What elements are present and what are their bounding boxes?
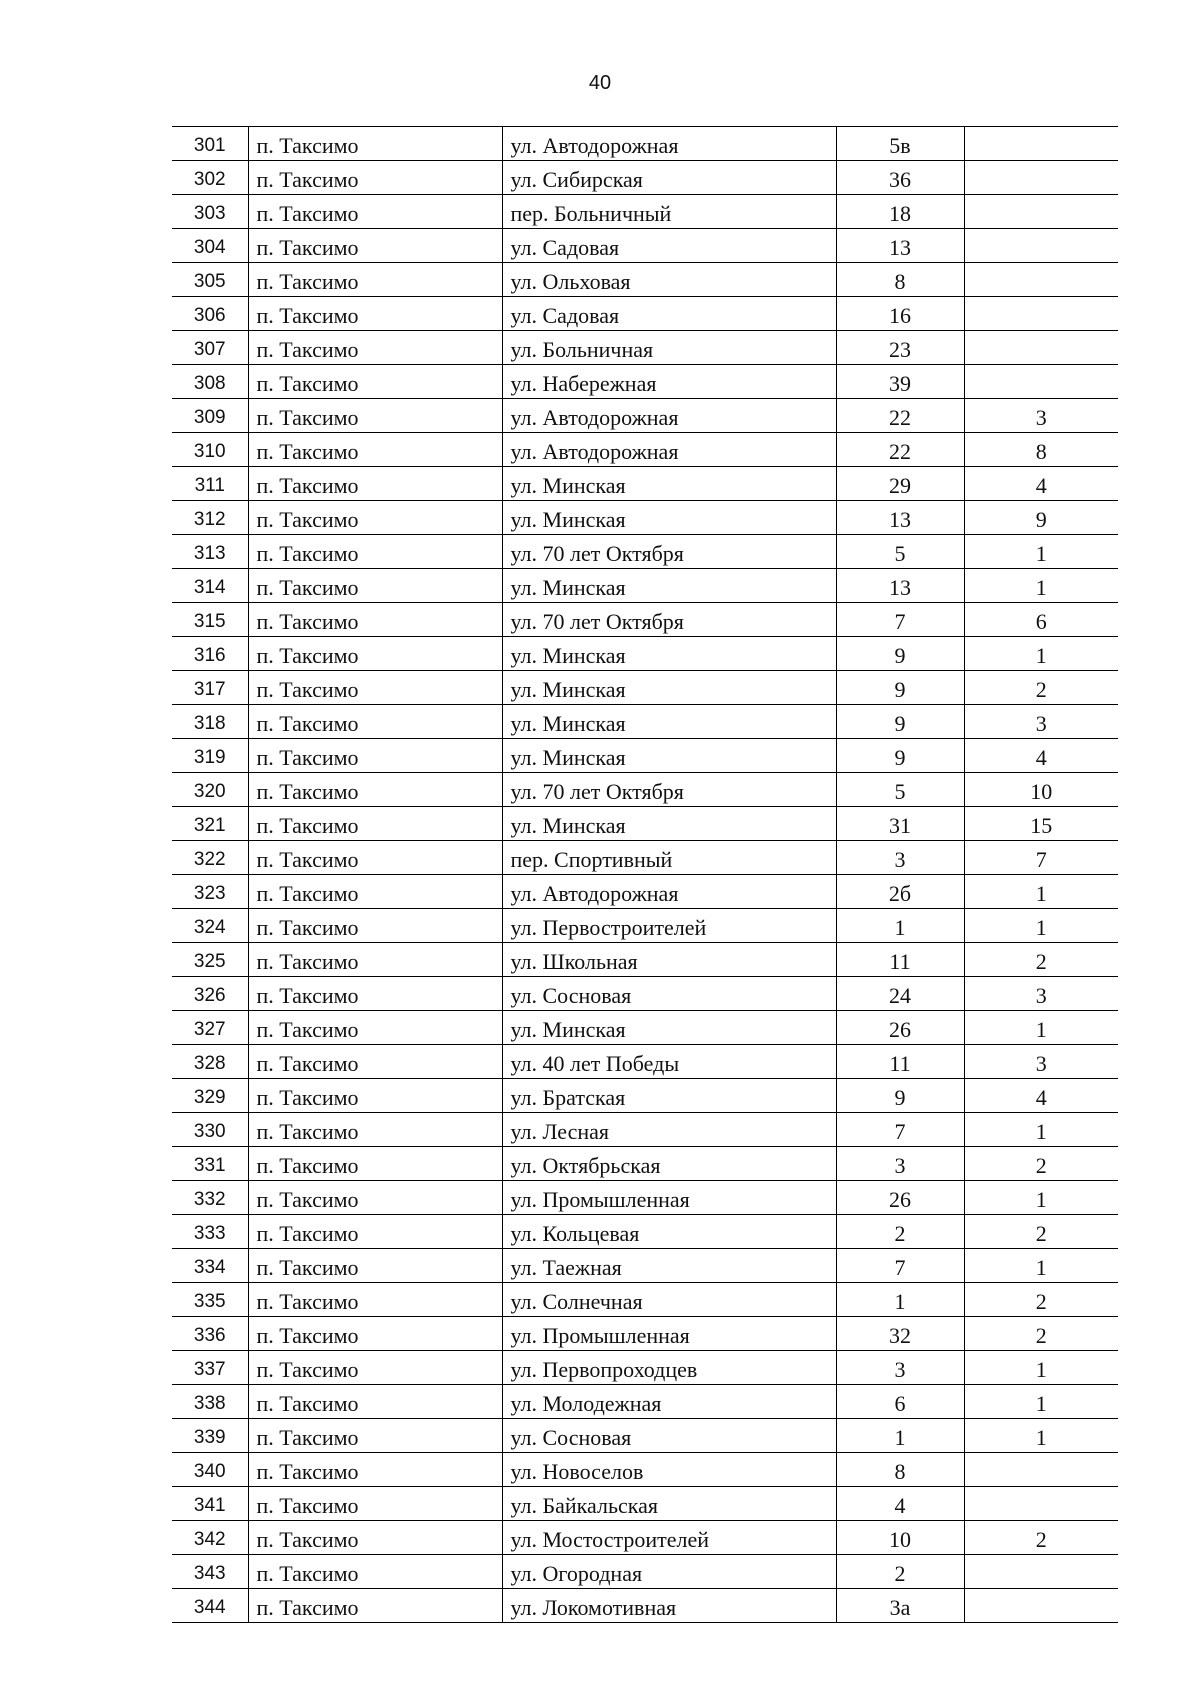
apartment-number-cell: 3 xyxy=(964,705,1118,739)
table-row xyxy=(172,1215,1118,1249)
street-cell: ул. Минская xyxy=(502,1011,836,1045)
table-row xyxy=(172,1555,1118,1589)
table-row xyxy=(172,365,1118,399)
house-number-cell: 23 xyxy=(836,331,964,365)
street-cell: ул. Набережная xyxy=(502,365,836,399)
settlement-cell: п. Таксимо xyxy=(248,1419,502,1453)
house-number-cell: 31 xyxy=(836,807,964,841)
table-row xyxy=(172,1317,1118,1351)
apartment-number-cell: 2 xyxy=(964,671,1118,705)
street-cell: ул. Кольцевая xyxy=(502,1215,836,1249)
settlement-cell: п. Таксимо xyxy=(248,1351,502,1385)
settlement-cell: п. Таксимо xyxy=(248,977,502,1011)
row-number-cell: 330 xyxy=(172,1113,248,1147)
row-number-cell: 313 xyxy=(172,535,248,569)
apartment-number-cell: 4 xyxy=(964,1079,1118,1113)
street-cell: ул. Огородная xyxy=(502,1555,836,1589)
apartment-number-cell: 1 xyxy=(964,1419,1118,1453)
table-row xyxy=(172,1249,1118,1283)
settlement-cell: п. Таксимо xyxy=(248,1181,502,1215)
table-row xyxy=(172,1487,1118,1521)
table-row xyxy=(172,331,1118,365)
street-cell: ул. Садовая xyxy=(502,229,836,263)
apartment-number-cell: 10 xyxy=(964,773,1118,807)
street-cell: ул. Школьная xyxy=(502,943,836,977)
settlement-cell: п. Таксимо xyxy=(248,705,502,739)
apartment-number-cell: 1 xyxy=(964,1385,1118,1419)
house-number-cell: 13 xyxy=(836,569,964,603)
settlement-cell: п. Таксимо xyxy=(248,1453,502,1487)
settlement-cell: п. Таксимо xyxy=(248,1317,502,1351)
house-number-cell: 7 xyxy=(836,1249,964,1283)
house-number-cell: 18 xyxy=(836,195,964,229)
settlement-cell: п. Таксимо xyxy=(248,229,502,263)
street-cell: ул. Автодорожная xyxy=(502,433,836,467)
apartment-number-cell xyxy=(964,229,1118,263)
apartment-number-cell: 1 xyxy=(964,637,1118,671)
settlement-cell: п. Таксимо xyxy=(248,909,502,943)
address-table-body xyxy=(172,127,1118,1623)
street-cell: ул. Автодорожная xyxy=(502,127,836,161)
house-number-cell: 1 xyxy=(836,909,964,943)
table-row xyxy=(172,1147,1118,1181)
apartment-number-cell xyxy=(964,365,1118,399)
house-number-cell: 8 xyxy=(836,263,964,297)
house-number-cell: 26 xyxy=(836,1181,964,1215)
house-number-cell: 5 xyxy=(836,773,964,807)
house-number-cell: 13 xyxy=(836,229,964,263)
street-cell: ул. Автодорожная xyxy=(502,875,836,909)
street-cell: ул. Минская xyxy=(502,671,836,705)
apartment-number-cell: 2 xyxy=(964,1317,1118,1351)
house-number-cell: 1 xyxy=(836,1419,964,1453)
row-number-cell: 329 xyxy=(172,1079,248,1113)
settlement-cell: п. Таксимо xyxy=(248,127,502,161)
row-number-cell: 323 xyxy=(172,875,248,909)
house-number-cell: 2 xyxy=(836,1555,964,1589)
settlement-cell: п. Таксимо xyxy=(248,433,502,467)
house-number-cell: 39 xyxy=(836,365,964,399)
settlement-cell: п. Таксимо xyxy=(248,671,502,705)
house-number-cell: 2б xyxy=(836,875,964,909)
house-number-cell: 7 xyxy=(836,603,964,637)
settlement-cell: п. Таксимо xyxy=(248,365,502,399)
table-row xyxy=(172,943,1118,977)
row-number-cell: 316 xyxy=(172,637,248,671)
table-row xyxy=(172,637,1118,671)
settlement-cell: п. Таксимо xyxy=(248,195,502,229)
row-number-cell: 301 xyxy=(172,127,248,161)
house-number-cell: 9 xyxy=(836,637,964,671)
apartment-number-cell: 9 xyxy=(964,501,1118,535)
settlement-cell: п. Таксимо xyxy=(248,1215,502,1249)
apartment-number-cell: 7 xyxy=(964,841,1118,875)
house-number-cell: 8 xyxy=(836,1453,964,1487)
row-number-cell: 324 xyxy=(172,909,248,943)
row-number-cell: 339 xyxy=(172,1419,248,1453)
page-number: 40 xyxy=(588,72,612,94)
settlement-cell: п. Таксимо xyxy=(248,1589,502,1623)
street-cell: ул. Сибирская xyxy=(502,161,836,195)
row-number-cell: 326 xyxy=(172,977,248,1011)
street-cell: ул. Братская xyxy=(502,1079,836,1113)
row-number-cell: 302 xyxy=(172,161,248,195)
settlement-cell: п. Таксимо xyxy=(248,1249,502,1283)
row-number-cell: 306 xyxy=(172,297,248,331)
house-number-cell: 13 xyxy=(836,501,964,535)
street-cell: ул. Минская xyxy=(502,467,836,501)
apartment-number-cell: 1 xyxy=(964,909,1118,943)
table-row xyxy=(172,807,1118,841)
table-row xyxy=(172,535,1118,569)
street-cell: ул. 70 лет Октября xyxy=(502,535,836,569)
apartment-number-cell xyxy=(964,1453,1118,1487)
settlement-cell: п. Таксимо xyxy=(248,1113,502,1147)
apartment-number-cell xyxy=(964,127,1118,161)
apartment-number-cell xyxy=(964,1555,1118,1589)
street-cell: ул. Минская xyxy=(502,501,836,535)
table-row xyxy=(172,501,1118,535)
address-table xyxy=(172,126,1118,1623)
row-number-cell: 344 xyxy=(172,1589,248,1623)
table-row xyxy=(172,875,1118,909)
table-row xyxy=(172,671,1118,705)
row-number-cell: 308 xyxy=(172,365,248,399)
row-number-cell: 307 xyxy=(172,331,248,365)
apartment-number-cell: 2 xyxy=(964,943,1118,977)
apartment-number-cell xyxy=(964,297,1118,331)
row-number-cell: 315 xyxy=(172,603,248,637)
row-number-cell: 343 xyxy=(172,1555,248,1589)
house-number-cell: 9 xyxy=(836,671,964,705)
street-cell: ул. Промышленная xyxy=(502,1317,836,1351)
table-row xyxy=(172,1283,1118,1317)
row-number-cell: 303 xyxy=(172,195,248,229)
house-number-cell: 9 xyxy=(836,1079,964,1113)
row-number-cell: 304 xyxy=(172,229,248,263)
settlement-cell: п. Таксимо xyxy=(248,263,502,297)
row-number-cell: 337 xyxy=(172,1351,248,1385)
apartment-number-cell: 1 xyxy=(964,535,1118,569)
row-number-cell: 331 xyxy=(172,1147,248,1181)
apartment-number-cell: 2 xyxy=(964,1215,1118,1249)
settlement-cell: п. Таксимо xyxy=(248,1487,502,1521)
house-number-cell: 5в xyxy=(836,127,964,161)
table-row xyxy=(172,1419,1118,1453)
settlement-cell: п. Таксимо xyxy=(248,807,502,841)
street-cell: ул. 70 лет Октября xyxy=(502,773,836,807)
house-number-cell: 3 xyxy=(836,1147,964,1181)
house-number-cell: 7 xyxy=(836,1113,964,1147)
street-cell: ул. Ольховая xyxy=(502,263,836,297)
row-number-cell: 322 xyxy=(172,841,248,875)
table-row xyxy=(172,603,1118,637)
table-row xyxy=(172,127,1118,161)
settlement-cell: п. Таксимо xyxy=(248,1385,502,1419)
settlement-cell: п. Таксимо xyxy=(248,331,502,365)
row-number-cell: 325 xyxy=(172,943,248,977)
table-row xyxy=(172,1521,1118,1555)
apartment-number-cell: 1 xyxy=(964,569,1118,603)
house-number-cell: 3а xyxy=(836,1589,964,1623)
row-number-cell: 327 xyxy=(172,1011,248,1045)
apartment-number-cell: 2 xyxy=(964,1283,1118,1317)
street-cell: пер. Больничный xyxy=(502,195,836,229)
table-row xyxy=(172,263,1118,297)
street-cell: ул. Локомотивная xyxy=(502,1589,836,1623)
street-cell: ул. Минская xyxy=(502,807,836,841)
house-number-cell: 9 xyxy=(836,739,964,773)
street-cell: ул. Минская xyxy=(502,637,836,671)
row-number-cell: 341 xyxy=(172,1487,248,1521)
street-cell: ул. Минская xyxy=(502,705,836,739)
table-row xyxy=(172,1079,1118,1113)
table-row xyxy=(172,1589,1118,1623)
row-number-cell: 310 xyxy=(172,433,248,467)
table-row xyxy=(172,297,1118,331)
table-row xyxy=(172,1351,1118,1385)
table-row xyxy=(172,705,1118,739)
house-number-cell: 11 xyxy=(836,943,964,977)
house-number-cell: 6 xyxy=(836,1385,964,1419)
row-number-cell: 318 xyxy=(172,705,248,739)
street-cell: ул. Октябрьская xyxy=(502,1147,836,1181)
house-number-cell: 26 xyxy=(836,1011,964,1045)
house-number-cell: 22 xyxy=(836,433,964,467)
row-number-cell: 338 xyxy=(172,1385,248,1419)
settlement-cell: п. Таксимо xyxy=(248,297,502,331)
row-number-cell: 320 xyxy=(172,773,248,807)
street-cell: ул. 40 лет Победы xyxy=(502,1045,836,1079)
settlement-cell: п. Таксимо xyxy=(248,943,502,977)
settlement-cell: п. Таксимо xyxy=(248,875,502,909)
apartment-number-cell: 2 xyxy=(964,1147,1118,1181)
table-row xyxy=(172,977,1118,1011)
apartment-number-cell: 1 xyxy=(964,1351,1118,1385)
street-cell: ул. Автодорожная xyxy=(502,399,836,433)
settlement-cell: п. Таксимо xyxy=(248,1521,502,1555)
row-number-cell: 333 xyxy=(172,1215,248,1249)
row-number-cell: 309 xyxy=(172,399,248,433)
table-row xyxy=(172,1453,1118,1487)
street-cell: ул. Новоселов xyxy=(502,1453,836,1487)
settlement-cell: п. Таксимо xyxy=(248,1283,502,1317)
house-number-cell: 11 xyxy=(836,1045,964,1079)
settlement-cell: п. Таксимо xyxy=(248,1079,502,1113)
street-cell: пер. Спортивный xyxy=(502,841,836,875)
apartment-number-cell xyxy=(964,195,1118,229)
settlement-cell: п. Таксимо xyxy=(248,1045,502,1079)
house-number-cell: 4 xyxy=(836,1487,964,1521)
apartment-number-cell xyxy=(964,1589,1118,1623)
house-number-cell: 3 xyxy=(836,1351,964,1385)
street-cell: ул. Байкальская xyxy=(502,1487,836,1521)
table-row xyxy=(172,1011,1118,1045)
street-cell: ул. Таежная xyxy=(502,1249,836,1283)
house-number-cell: 36 xyxy=(836,161,964,195)
table-row xyxy=(172,229,1118,263)
street-cell: ул. Лесная xyxy=(502,1113,836,1147)
settlement-cell: п. Таксимо xyxy=(248,773,502,807)
apartment-number-cell: 1 xyxy=(964,1011,1118,1045)
table-row xyxy=(172,569,1118,603)
table-row xyxy=(172,841,1118,875)
settlement-cell: п. Таксимо xyxy=(248,467,502,501)
street-cell: ул. Садовая xyxy=(502,297,836,331)
apartment-number-cell: 1 xyxy=(964,1181,1118,1215)
street-cell: ул. Первопроходцев xyxy=(502,1351,836,1385)
table-row xyxy=(172,1113,1118,1147)
settlement-cell: п. Таксимо xyxy=(248,569,502,603)
table-row xyxy=(172,739,1118,773)
apartment-number-cell: 3 xyxy=(964,977,1118,1011)
row-number-cell: 340 xyxy=(172,1453,248,1487)
street-cell: ул. Солнечная xyxy=(502,1283,836,1317)
street-cell: ул. Сосновая xyxy=(502,1419,836,1453)
settlement-cell: п. Таксимо xyxy=(248,739,502,773)
apartment-number-cell: 8 xyxy=(964,433,1118,467)
apartment-number-cell: 6 xyxy=(964,603,1118,637)
row-number-cell: 328 xyxy=(172,1045,248,1079)
apartment-number-cell xyxy=(964,1487,1118,1521)
table-row xyxy=(172,909,1118,943)
apartment-number-cell xyxy=(964,263,1118,297)
settlement-cell: п. Таксимо xyxy=(248,637,502,671)
apartment-number-cell: 4 xyxy=(964,739,1118,773)
settlement-cell: п. Таксимо xyxy=(248,161,502,195)
table-row xyxy=(172,399,1118,433)
row-number-cell: 311 xyxy=(172,467,248,501)
house-number-cell: 1 xyxy=(836,1283,964,1317)
house-number-cell: 29 xyxy=(836,467,964,501)
settlement-cell: п. Таксимо xyxy=(248,1555,502,1589)
table-row xyxy=(172,433,1118,467)
table-row xyxy=(172,467,1118,501)
apartment-number-cell xyxy=(964,331,1118,365)
settlement-cell: п. Таксимо xyxy=(248,399,502,433)
settlement-cell: п. Таксимо xyxy=(248,841,502,875)
row-number-cell: 335 xyxy=(172,1283,248,1317)
table-row xyxy=(172,773,1118,807)
street-cell: ул. Минская xyxy=(502,569,836,603)
street-cell: ул. Молодежная xyxy=(502,1385,836,1419)
house-number-cell: 24 xyxy=(836,977,964,1011)
row-number-cell: 317 xyxy=(172,671,248,705)
table-row xyxy=(172,1181,1118,1215)
settlement-cell: п. Таксимо xyxy=(248,501,502,535)
apartment-number-cell: 15 xyxy=(964,807,1118,841)
row-number-cell: 312 xyxy=(172,501,248,535)
table-row xyxy=(172,195,1118,229)
house-number-cell: 2 xyxy=(836,1215,964,1249)
apartment-number-cell: 1 xyxy=(964,875,1118,909)
house-number-cell: 10 xyxy=(836,1521,964,1555)
row-number-cell: 334 xyxy=(172,1249,248,1283)
settlement-cell: п. Таксимо xyxy=(248,1011,502,1045)
house-number-cell: 22 xyxy=(836,399,964,433)
street-cell: ул. Сосновая xyxy=(502,977,836,1011)
street-cell: ул. Больничная xyxy=(502,331,836,365)
table-row xyxy=(172,1045,1118,1079)
house-number-cell: 9 xyxy=(836,705,964,739)
street-cell: ул. Первостроителей xyxy=(502,909,836,943)
settlement-cell: п. Таксимо xyxy=(248,603,502,637)
row-number-cell: 342 xyxy=(172,1521,248,1555)
street-cell: ул. 70 лет Октября xyxy=(502,603,836,637)
row-number-cell: 305 xyxy=(172,263,248,297)
row-number-cell: 332 xyxy=(172,1181,248,1215)
row-number-cell: 336 xyxy=(172,1317,248,1351)
table-row xyxy=(172,1385,1118,1419)
house-number-cell: 32 xyxy=(836,1317,964,1351)
apartment-number-cell: 3 xyxy=(964,399,1118,433)
street-cell: ул. Промышленная xyxy=(502,1181,836,1215)
apartment-number-cell: 4 xyxy=(964,467,1118,501)
house-number-cell: 3 xyxy=(836,841,964,875)
street-cell: ул. Минская xyxy=(502,739,836,773)
row-number-cell: 314 xyxy=(172,569,248,603)
apartment-number-cell: 3 xyxy=(964,1045,1118,1079)
settlement-cell: п. Таксимо xyxy=(248,535,502,569)
house-number-cell: 5 xyxy=(836,535,964,569)
row-number-cell: 321 xyxy=(172,807,248,841)
apartment-number-cell: 1 xyxy=(964,1113,1118,1147)
settlement-cell: п. Таксимо xyxy=(248,1147,502,1181)
apartment-number-cell xyxy=(964,161,1118,195)
table-row xyxy=(172,161,1118,195)
apartment-number-cell: 2 xyxy=(964,1521,1118,1555)
apartment-number-cell: 1 xyxy=(964,1249,1118,1283)
house-number-cell: 16 xyxy=(836,297,964,331)
street-cell: ул. Мостостроителей xyxy=(502,1521,836,1555)
row-number-cell: 319 xyxy=(172,739,248,773)
